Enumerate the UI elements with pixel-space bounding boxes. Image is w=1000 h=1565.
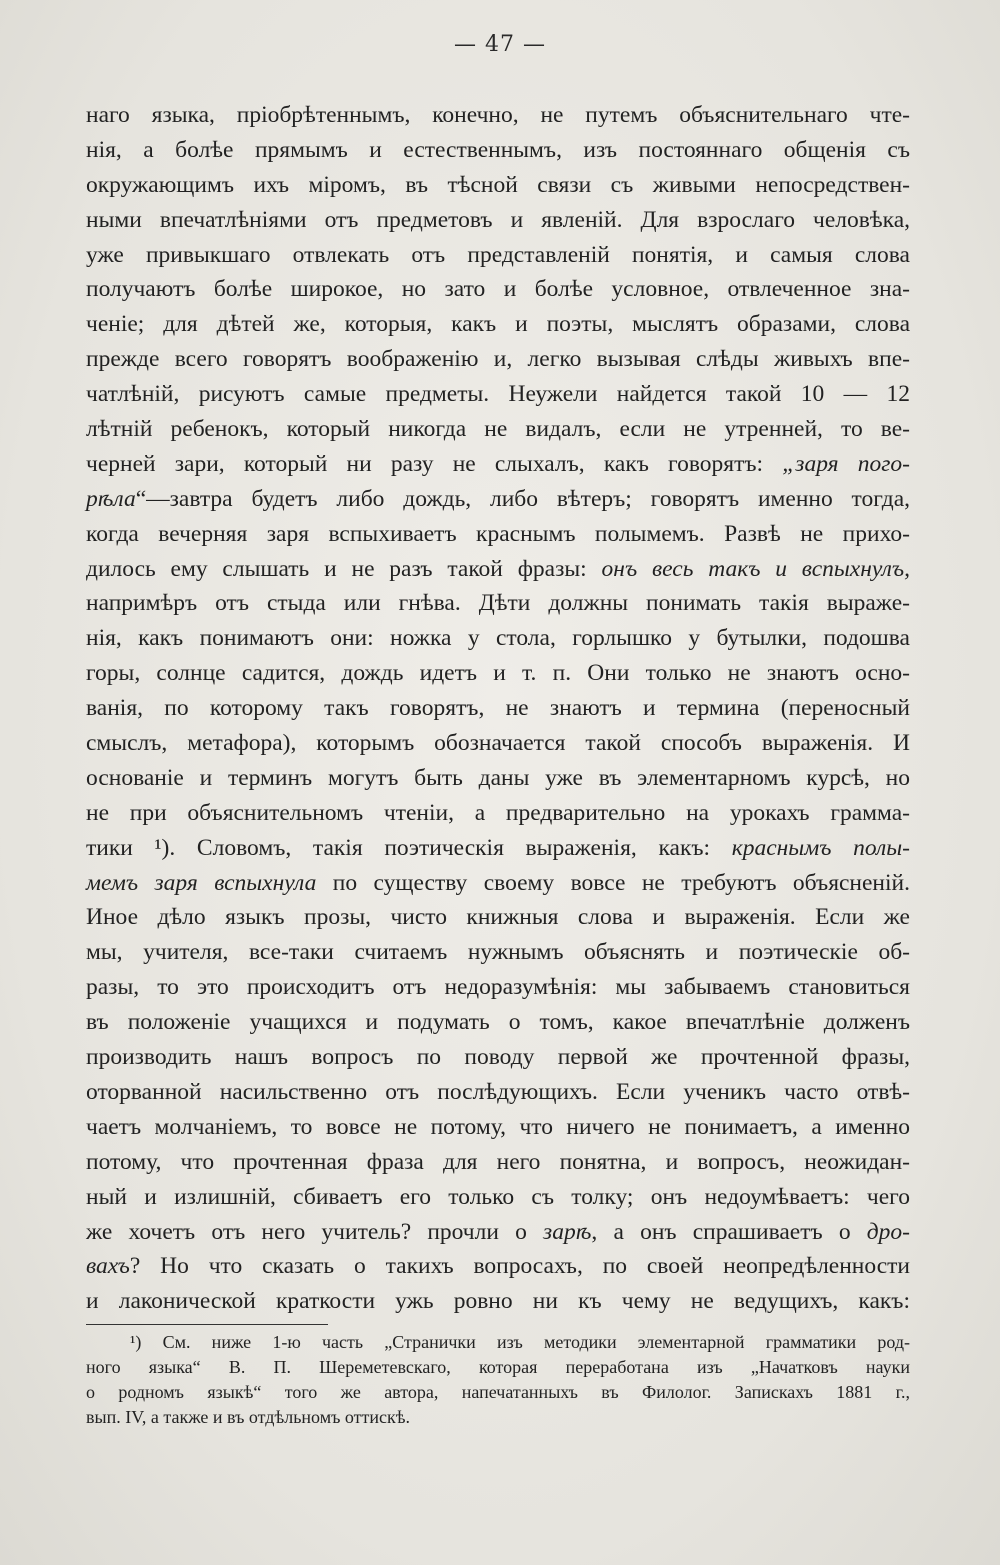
text-line <box>86 482 910 517</box>
text-line <box>86 1215 910 1250</box>
text-line: оторванной насильственно отъ послѣдующихъ. Если ученикъ часто отвѣ- <box>86 1078 910 1105</box>
italic-segment: краснымъ полы- <box>731 834 910 861</box>
text-segment: же хочетъ отъ него учитель? прочли о <box>86 1218 544 1245</box>
italic-segment: мемъ заря вспыхнула <box>86 869 317 896</box>
footnote-line: вып. IV, а также и въ отдѣльномъ оттискѣ. <box>86 1407 411 1427</box>
text-line: прежде всего говорятъ воображенію и, легко вызывая слѣды живыхъ впе- <box>86 346 910 373</box>
italic-segment: онъ весь такъ и вспыхнулъ, <box>601 555 910 582</box>
italic-segment: дро- <box>866 1218 910 1245</box>
italic-segment: вахъ <box>86 1253 130 1280</box>
italic-segment: „заря пого- <box>782 450 910 477</box>
text-segment: тики ¹). Словомъ, такія поэтическія выраженія, какъ: <box>86 834 732 861</box>
text-line: нія, а болѣе прямымъ и естественнымъ, изъ постояннаго общенія съ <box>86 136 910 163</box>
text-line: мы, учителя, все-таки считаемъ нужнымъ объяснять и поэтическіе об- <box>86 939 910 966</box>
text-line: основаніе и терминъ могутъ быть даны уже въ элементарномъ курсѣ, но <box>86 764 910 791</box>
text-line: разы, то это происходитъ отъ недоразумѣнія: мы забываемъ становиться <box>86 974 910 1001</box>
footnotes <box>86 1330 910 1430</box>
footnote-line: ного языка“ В. П. Шереметевскаго, которая переработана изъ „Начатковъ науки <box>86 1357 910 1377</box>
text-line <box>86 1249 910 1284</box>
text-line: ченіе; для дѣтей же, которыя, какъ и поэты, мыслятъ образами, слова <box>86 311 910 338</box>
text-line: въ положеніе учащихся и подумать о томъ, какое впечатлѣніе долженъ <box>86 1009 910 1036</box>
text-line: потому, что прочтенная фраза для него понятна, и вопросъ, неожидан- <box>86 1148 910 1175</box>
page-number: — 47 — <box>454 32 546 57</box>
text-line: когда вечерняя заря вспыхиваетъ краснымъ полымемъ. Развѣ не прихо- <box>86 520 910 547</box>
text-line: нія, какъ понимаютъ они: ножка у стола, горлышко у бутылки, подошва <box>86 625 910 652</box>
text-line: смыслъ, метафора), которымъ обозначается такой способъ выраженія. И <box>86 730 910 757</box>
text-line: наго языка, пріобрѣтеннымъ, конечно, не путемъ объяснительнаго чте- <box>86 102 910 128</box>
text-line: не при объяснительномъ чтеніи, а предварительно на урокахъ грамма- <box>86 799 910 826</box>
text-line: и лаконической краткости ужь ровно ни къ чему не ведущихъ, какъ: <box>86 1288 910 1315</box>
italic-segment: зарѣ <box>543 1218 592 1245</box>
text-line: получаютъ болѣе широкое, но зато и болѣе условное, отвлеченное зна- <box>86 276 910 303</box>
text-line: ванія, по которому такъ говорятъ, не знаютъ и термина (переносный <box>86 695 910 722</box>
text-segment: дилось ему слышать и не разъ такой фразы: <box>86 555 602 582</box>
text-line: лѣтній ребенокъ, который никогда не видалъ, если не утренней, то ве- <box>86 416 910 443</box>
text-line: Иное дѣло языкъ прозы, чисто книжныя слова и выраженія. Если же <box>86 904 910 931</box>
text-line <box>86 552 910 587</box>
text-line: чаетъ молчаніемъ, то вовсе не потому, что ничего не понимаетъ, а именно <box>86 1113 910 1140</box>
footnote-divider <box>86 1324 328 1325</box>
text-line <box>86 447 910 482</box>
footnote-line: ¹) См. ниже 1-ю часть „Странички изъ методики элементарной грамматики род- <box>130 1332 910 1352</box>
text-segment: по существу своему вовсе не требуютъ объясненій. <box>316 869 910 896</box>
text-segment: ? Но что сказать о такихъ вопросахъ, по своей неопредѣленности <box>129 1253 910 1280</box>
italic-segment: рѣла <box>86 485 136 512</box>
text-line: производить нашъ вопросъ по поводу первой же прочтенной фразы, <box>86 1044 910 1071</box>
text-line: напримѣръ отъ стыда или гнѣва. Дѣти должны понимать такія выраже- <box>86 590 910 617</box>
text-line: уже привыкшаго отвлекать отъ представленій понятія, и самыя слова <box>86 241 910 268</box>
main-text <box>86 98 910 1319</box>
text-line: ный и излишній, сбиваетъ его только съ толку; онъ недоумѣваетъ: чего <box>86 1183 910 1210</box>
text-segment: “—завтра будетъ либо дождь, либо вѣтеръ; говорятъ именно тогда, <box>135 485 910 512</box>
text-line: чатлѣній, рисуютъ самые предметы. Неужели найдется такой 10 — 12 <box>86 381 910 408</box>
text-line <box>86 866 910 901</box>
text-line: горы, солнце садится, дождь идетъ и т. п. Они только не знаютъ осно- <box>86 660 910 687</box>
text-segment: черней зари, который ни разу не слыхалъ, какъ говорятъ: <box>86 450 783 477</box>
text-line: окружающимъ ихъ міромъ, въ тѣсной связи съ живыми непосредствен- <box>86 171 910 198</box>
text-line: ными впечатлѣніями отъ предметовъ и явленій. Для взрослаго человѣка, <box>86 206 910 233</box>
footnote-line: о родномъ языкѣ“ того же автора, напечатанныхъ въ Филолог. Запискахъ 1881 г., <box>86 1382 910 1402</box>
text-line <box>86 831 910 866</box>
text-segment: , а онъ спрашиваетъ о <box>591 1218 867 1245</box>
